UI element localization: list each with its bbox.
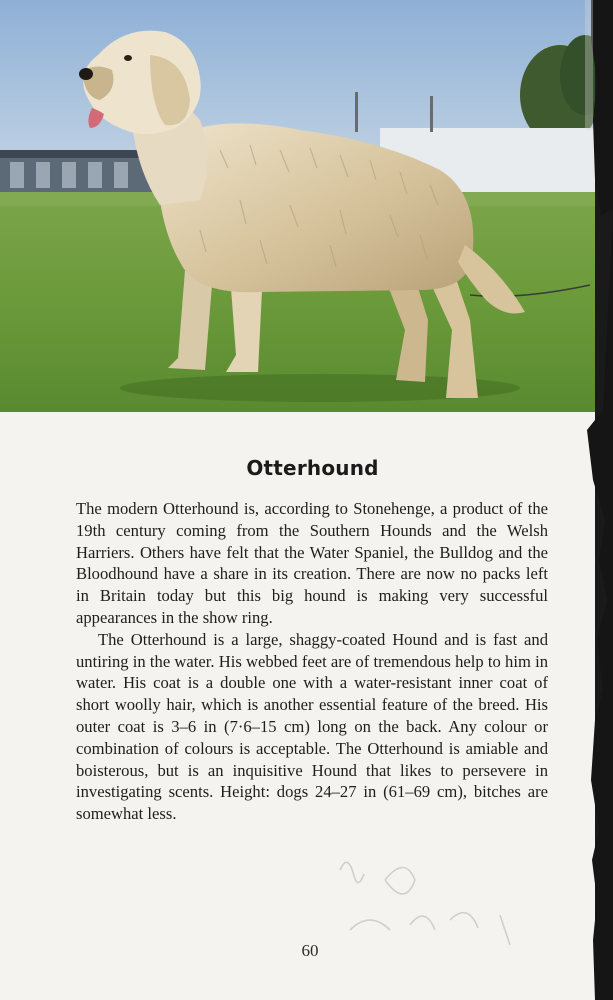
page-number: 60: [301, 941, 319, 960]
paragraph-2: The Otterhound is a large, shaggy-coated Hound and is fast and untiring in the water. His webbed feet are of tremendous help to him in water. His coat is a double one with a water-resistant inner coat of short woolly hair, which is another essential feature of the breed. His outer coat is 3–6 in (7·6–15 cm) long on the back. Any colour or combination of colours is acceptable. The Otterhound is amiable and boisterous, but is an inquisitive Hound that likes to persevere in investigating scents. Height: dogs 24–27 in (61–69 cm), bitches are somewhat less.: [76, 629, 548, 824]
paragraph-1: The modern Otterhound is, according to Stonehenge, a product of the 19th century coming from the Southern Hounds and the Welsh Harriers. Others have felt that the Water Spaniel, the Bulldog and the Bloodhound have a share in its creation. There are now no packs left in Britain today but this big hound is making very successful appearances in the show ring.: [76, 499, 548, 627]
otterhound-photo: [0, 0, 595, 412]
article-title: Otterhound: [246, 456, 379, 480]
article-body: [76, 498, 548, 825]
